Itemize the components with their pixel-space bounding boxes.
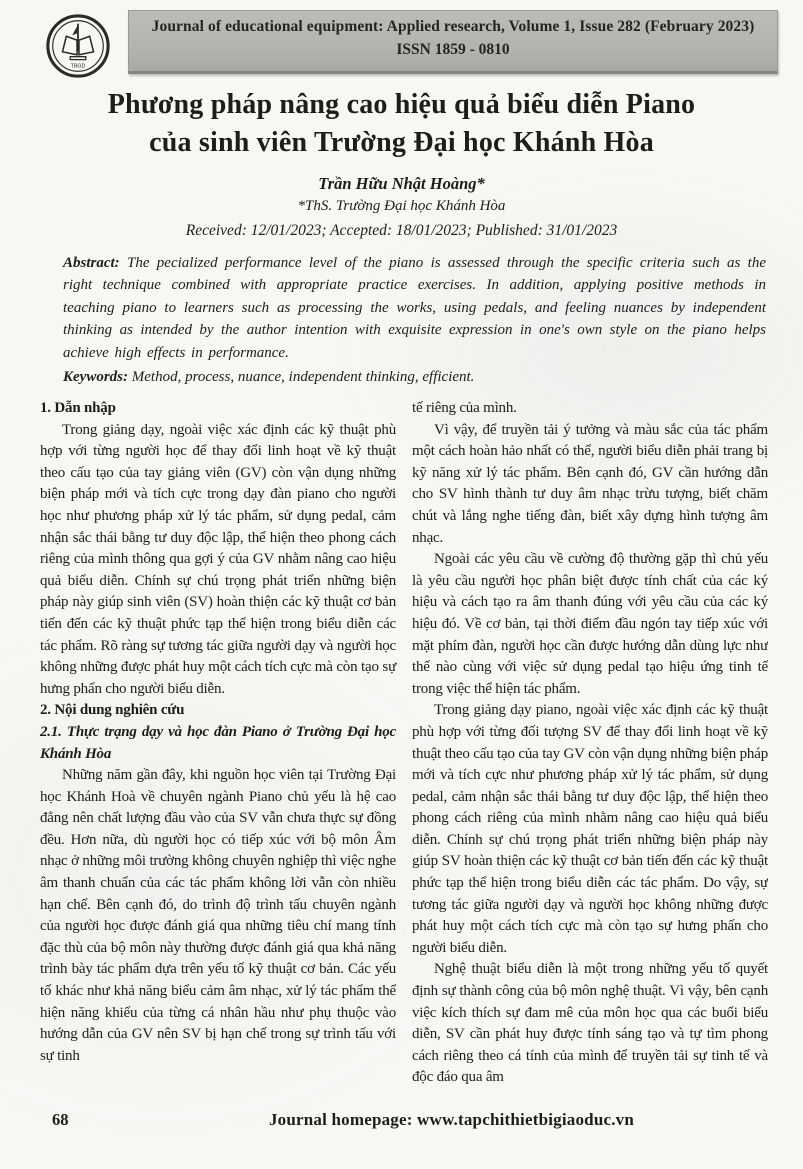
body-paragraph-continuation: tế riêng của mình. <box>412 400 517 416</box>
abstract <box>63 252 766 364</box>
body-paragraph: Ngoài các yêu cầu về cường độ thường gặp thì chủ yếu là yêu cầu người học phân biệt được tính chất của các ký hiệu và cách tạo ra âm thanh đúng với yêu cầu của các ký hiệu đó. Về cơ bản, tại thời điểm đầu ngón tay tiếp xúc với mặt phím đàn, người học cần được hướng dẫn dùng lực như thế nào cùng với việc sử dụng pedal tạo hiệu ứng tinh tế trong việc thể hiện tác phẩm. <box>412 551 768 697</box>
keywords-text: Method, process, nuance, independent thinking, efficient. <box>131 369 475 386</box>
article-title-line1: Phương pháp nâng cao hiệu quả biểu diễn Piano <box>107 89 696 120</box>
body-paragraph: Trong giảng dạy piano, ngoài việc xác định các kỹ thuật phù hợp với từng đối tượng SV để thay đổi linh hoạt về kỹ thuật theo cấu tạo của tay GV còn vận dụng những biện pháp mới và tích cực như phương pháp xử lý tác phẩm, sử dụng pedal, cảm nhận sắc thái bằng tư duy độc lập, thể hiện theo phong cách riêng của mình nhằm nâng cao hiệu quả biểu diễn. Chính sự chú trọng phát triển những biện pháp này giúp SV hoàn thiện các kỹ thuật cơ bản tiến đến các kỹ thuật phức tạp thể hiện trong biểu diễn các tác phẩm. Do vậy, sự tương tác giữa người dạy và người học không những được phát huy một cách tích cực mà còn tạo sự hưng phấn cho người biểu diễn. <box>412 702 768 956</box>
body-columns <box>40 398 768 1100</box>
author-name: Trần Hữu Nhật Hoàng* <box>318 174 485 193</box>
body-paragraph: Nghệ thuật biểu diễn là một trong những yếu tố quyết định sự thành công của bộ môn nghệ thuật. Vì vậy, bên cạnh việc kích thích sự đam mê của môn học qua các buổi biểu diễn, SV cần phát huy được tính sáng tạo và tự tìm phong cách riêng theo cá tính của mình để truyền tải sự tinh tế và độc đáo qua âm <box>412 961 768 1086</box>
article-head <box>0 86 803 388</box>
right-column <box>412 398 768 1100</box>
author-affiliation: *ThS. Trường Đại học Khánh Hòa <box>297 198 506 214</box>
abstract-text: The pecialized performance level of the piano is assessed through the specific criteria such as the right technique combined with appropriate practice exercises. In addition, applying positive methods in teaching piano to learners such as processing the works, using pedals, and feeling nuances by independent thinking as intended by the author intention with exquisite expression in one's own style on the piano helps achieve high effects in performance. <box>63 255 766 361</box>
article-title-line2: của sinh viên Trường Đại học Khánh Hòa <box>149 127 654 158</box>
article-dates: Received: 12/01/2023; Accepted: 18/01/2023; Published: 31/01/2023 <box>185 222 618 239</box>
journal-title-line: Journal of educational equipment: Applied research, Volume 1, Issue 282 (February 2023) <box>151 18 755 35</box>
logo-text: TBGD <box>70 63 86 70</box>
keywords-label: Keywords: <box>63 369 128 386</box>
body-paragraph: Những năm gần đây, khi nguồn học viên tại Trường Đại học Khánh Hoà về chuyên ngành Piano chủ yếu là hệ cao đẳng nên chất lượng đầu vào của SV vẫn chưa thực sự đồng đều. Hơn nữa, dù người học có tiếp xúc với bộ môn Âm nhạc ở những môi trường không chuyên nghiệp thì việc nghe âm thanh chuẩn của các tác phẩm không lời vẫn còn nhiều hạn chế. Bên cạnh đó, do trình độ trình tấu chuyên ngành của người học được đánh giá qua những tiêu chí mang tính đặc thù của bộ môn này thường được đánh giá qua khả năng trình bày tác phẩm dựa trên yếu tố kỹ thuật cơ bản. Các yếu tố khác như khả năng biểu cảm âm nhạc, xử lý tác phẩm thể hiện năng khiếu của từng cá nhân hầu như phụ thuộc vào hướng dẫn của GV nên SV bị hạn chế trong sự trình tấu với sự tinh <box>40 767 396 1064</box>
page-number: 68 <box>52 1110 69 1129</box>
subsection-heading: 2.1. Thực trạng dạy và học đàn Piano ở Trường Đại học Khánh Hòa <box>40 723 396 762</box>
keywords <box>63 366 766 388</box>
journal-homepage: Journal homepage: www.tapchithietbigiaoduc.vn <box>268 1110 635 1129</box>
section-heading: 1. Dẫn nhập <box>40 400 116 416</box>
journal-header-bar <box>128 10 778 74</box>
article-title <box>0 86 803 162</box>
abstract-label: Abstract: <box>63 255 120 271</box>
section-heading: 2. Nội dung nghiên cứu <box>40 702 185 719</box>
body-paragraph: Vì vậy, để truyền tải ý tưởng và màu sắc của tác phẩm một cách hoàn hảo nhất có thể, người biểu diễn phải trang bị kỹ năng xử lý tác phẩm. Bên cạnh đó, GV cần hướng dẫn cho SV hình thành tư duy âm nhạc trừu tượng, biết chăm chút và lắng nghe tiếng đàn, biết xây dựng hình tượng âm nhạc. <box>412 421 768 546</box>
journal-logo-icon <box>44 12 112 80</box>
masthead <box>0 8 803 78</box>
body-paragraph: Trong giảng dạy, ngoài việc xác định các kỹ thuật phù hợp với từng người học để thay đổi linh hoạt về kỹ thuật theo cấu tạo của tay giảng viên (GV) còn vận dụng những biện pháp mới và tích cực trong dạy đàn piano cho người học như phương pháp xử lý tác phẩm, sử dụng pedal, cảm nhận sắc thái bằng tư duy độc lập, thể hiện theo phong cách riêng của mình thông qua gợi ý của GV nhằm nâng cao hiệu quả biểu diễn. Chính sự chú trọng phát triển những biện pháp này giúp sinh viên (SV) hoàn thiện các kỹ thuật cơ bản tiến đến các kỹ thuật phức tạp thể hiện trong biểu diễn các tác phẩm. Rõ ràng sự tương tác giữa người dạy và người học không những được phát huy một cách tích cực mà còn tạo sự hưng phấn cho người biểu diễn. <box>40 421 396 697</box>
journal-issn: ISSN 1859 - 0810 <box>396 41 510 58</box>
left-column <box>40 398 396 1100</box>
